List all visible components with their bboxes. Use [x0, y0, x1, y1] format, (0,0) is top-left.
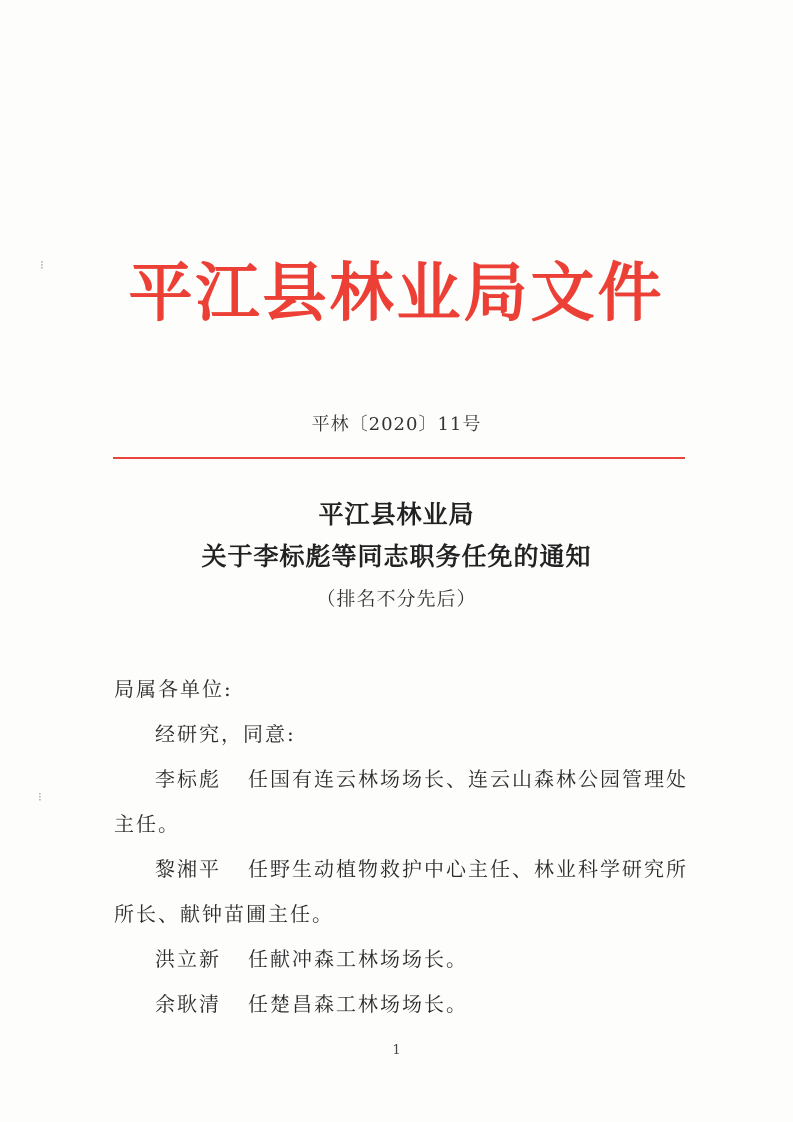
document-number: 平林〔2020〕11号 — [311, 414, 482, 435]
appointment-text: 任国有连云林场场长、连云山森林公园管理处 — [248, 767, 688, 791]
appointment-text: 任献冲森工林场场长。 — [248, 947, 468, 971]
appointment-2-continuation: 所长、献钟苗圃主任。 — [114, 902, 334, 926]
appointee-name: 洪立新 — [155, 947, 221, 971]
red-separator-line — [113, 457, 685, 459]
letterhead-title: 平江县林业局文件 — [128, 257, 665, 331]
intro-text: 经研究，同意: — [155, 722, 296, 746]
appointee-name: 余耿清 — [155, 992, 221, 1016]
appointee-name: 黎湘平 — [155, 857, 221, 881]
appointment-4 — [155, 988, 468, 1017]
appointment-1-continuation: 主任。 — [114, 812, 180, 836]
document-title-line-2: 关于李标彪等同志职务任免的通知 — [201, 542, 592, 571]
scan-artifact: ⁝ — [38, 790, 42, 804]
page-number: 1 — [392, 1043, 401, 1058]
scan-artifact: ⁝ — [40, 258, 44, 272]
appointment-1 — [155, 763, 688, 792]
ranking-note: （排名不分先后） — [316, 588, 477, 610]
appointment-2 — [155, 853, 688, 882]
appointment-text: 任野生动植物救护中心主任、林业科学研究所 — [248, 857, 688, 881]
salutation: 局属各单位: — [114, 677, 233, 701]
appointment-3 — [155, 943, 468, 972]
document-title-line-1: 平江县林业局 — [318, 500, 475, 529]
appointment-text: 任楚昌森工林场场长。 — [248, 992, 468, 1016]
appointee-name: 李标彪 — [155, 767, 221, 791]
